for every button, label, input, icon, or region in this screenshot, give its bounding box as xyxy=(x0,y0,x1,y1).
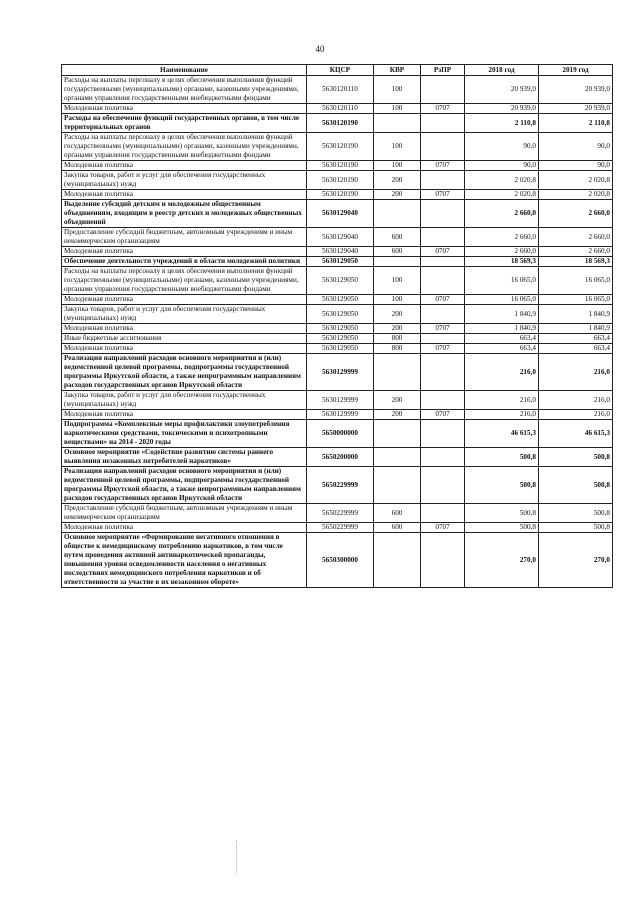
cell-kcsr: 5630120110 xyxy=(307,104,374,114)
cell-kvr: 200 xyxy=(374,305,421,324)
cell-kvr: 600 xyxy=(374,247,421,257)
cell-rzpr xyxy=(421,354,465,391)
cell-rzpr xyxy=(421,504,465,523)
cell-kvr: 600 xyxy=(374,523,421,533)
cell-kvr: 100 xyxy=(374,76,421,104)
table-row xyxy=(62,504,613,523)
table-row xyxy=(62,410,613,420)
cell-2019: 2 020,8 xyxy=(539,171,613,190)
cell-2018: 2 660,0 xyxy=(465,228,539,247)
table-row xyxy=(62,334,613,344)
cell-kvr xyxy=(374,257,421,267)
table-row xyxy=(62,391,613,410)
cell-kvr: 200 xyxy=(374,190,421,200)
table-row xyxy=(62,76,613,104)
table-row xyxy=(62,523,613,533)
cell-name: Обеспечение деятельности учреждений в области молодежной политики xyxy=(62,257,307,267)
cell-2019: 1 840,9 xyxy=(539,324,613,334)
table-row xyxy=(62,247,613,257)
cell-name: Расходы на обеспечение функций государственных органов, в том числе территориальных органов xyxy=(62,114,307,133)
cell-rzpr: 0707 xyxy=(421,104,465,114)
table-row xyxy=(62,295,613,305)
cell-rzpr xyxy=(421,267,465,295)
cell-rzpr xyxy=(421,420,465,448)
cell-name: Основное мероприятие «Содействие развитию системы раннего выявления незаконных потребителей наркотиков» xyxy=(62,448,307,467)
cell-kvr xyxy=(374,354,421,391)
table-body xyxy=(62,76,613,588)
cell-kcsr: 5630129050 xyxy=(307,267,374,295)
cell-kvr: 200 xyxy=(374,324,421,334)
table-row xyxy=(62,533,613,588)
cell-kcsr: 5650300000 xyxy=(307,533,374,588)
column-header-2019: 2019 год xyxy=(539,65,613,76)
table-row xyxy=(62,133,613,161)
cell-kvr: 100 xyxy=(374,104,421,114)
cell-name: Основное мероприятие «Формирование негативного отношения в обществе к немедицинскому потреблению наркотиков, в том числе путем проведения активной антинаркотической пропаганды, повышения уровня осведомленности населения о негативных последствиях немедицинского потребления наркотиков и об ответственности за участие в их незаконном обороте» xyxy=(62,533,307,588)
cell-2019: 2 110,8 xyxy=(539,114,613,133)
cell-kcsr: 5630129040 xyxy=(307,247,374,257)
column-header-kvr: КВР xyxy=(374,65,421,76)
cell-kcsr: 5630120110 xyxy=(307,76,374,104)
cell-2018: 500,8 xyxy=(465,504,539,523)
cell-name: Предоставление субсидий бюджетным, автономным учреждениям и иным некоммерческим организациям xyxy=(62,228,307,247)
cell-2018: 1 840,9 xyxy=(465,305,539,324)
cell-rzpr: 0707 xyxy=(421,410,465,420)
table-row xyxy=(62,420,613,448)
cell-rzpr xyxy=(421,533,465,588)
cell-2019: 16 065,0 xyxy=(539,267,613,295)
cell-name: Молодежная политика xyxy=(62,104,307,114)
cell-2018: 663,4 xyxy=(465,334,539,344)
cell-name: Выделение субсидий детским и молодежным общественным объединениям, входящим в реестр детских и молодежных общественных объединений xyxy=(62,200,307,228)
cell-2018: 90,0 xyxy=(465,161,539,171)
table-row xyxy=(62,228,613,247)
cell-2018: 216,0 xyxy=(465,391,539,410)
cell-2019: 2 660,0 xyxy=(539,200,613,228)
cell-2018: 2 020,8 xyxy=(465,171,539,190)
cell-kcsr: 5630129050 xyxy=(307,305,374,324)
table-row xyxy=(62,114,613,133)
cell-kvr: 800 xyxy=(374,334,421,344)
cell-kcsr: 5630120190 xyxy=(307,190,374,200)
cell-kcsr: 5630129050 xyxy=(307,334,374,344)
cell-2019: 500,8 xyxy=(539,504,613,523)
cell-2019: 20 939,0 xyxy=(539,104,613,114)
cell-2019: 20 939,0 xyxy=(539,76,613,104)
cell-kcsr: 5630120190 xyxy=(307,133,374,161)
table-row xyxy=(62,324,613,334)
cell-rzpr xyxy=(421,228,465,247)
cell-kcsr: 5630120190 xyxy=(307,161,374,171)
cell-rzpr xyxy=(421,133,465,161)
cell-rzpr xyxy=(421,114,465,133)
cell-kvr: 100 xyxy=(374,295,421,305)
table-row xyxy=(62,161,613,171)
cell-2018: 18 569,3 xyxy=(465,257,539,267)
column-header-2018: 2018 год xyxy=(465,65,539,76)
cell-kcsr: 5630129050 xyxy=(307,257,374,267)
cell-kcsr: 5630129999 xyxy=(307,391,374,410)
cell-2018: 2 660,0 xyxy=(465,200,539,228)
cell-rzpr xyxy=(421,257,465,267)
cell-2018: 20 939,0 xyxy=(465,76,539,104)
cell-2019: 18 569,3 xyxy=(539,257,613,267)
table-row xyxy=(62,200,613,228)
column-header-rzpr: РзПР xyxy=(421,65,465,76)
cell-kvr: 800 xyxy=(374,344,421,354)
cell-name: Молодежная политика xyxy=(62,247,307,257)
table-row xyxy=(62,305,613,324)
table-row xyxy=(62,171,613,190)
cell-2018: 500,8 xyxy=(465,448,539,467)
cell-name: Закупка товаров, работ и услуг для обеспечения государственных (муниципальных) нужд xyxy=(62,305,307,324)
table-row xyxy=(62,104,613,114)
cell-name: Закупка товаров, работ и услуг для обеспечения государственных (муниципальных) нужд xyxy=(62,391,307,410)
table-row xyxy=(62,190,613,200)
cell-kvr: 100 xyxy=(374,161,421,171)
cell-2018: 16 065,0 xyxy=(465,295,539,305)
cell-2019: 1 840,9 xyxy=(539,305,613,324)
cell-kcsr: 5650229999 xyxy=(307,467,374,504)
cell-kcsr: 5650200000 xyxy=(307,448,374,467)
cell-kcsr: 5650000000 xyxy=(307,420,374,448)
cell-rzpr: 0707 xyxy=(421,324,465,334)
cell-2018: 16 065,0 xyxy=(465,267,539,295)
cell-2018: 270,0 xyxy=(465,533,539,588)
cell-rzpr xyxy=(421,200,465,228)
cell-name: Молодежная политика xyxy=(62,344,307,354)
cell-2019: 500,8 xyxy=(539,467,613,504)
cell-name: Расходы на выплаты персоналу в целях обеспечения выполнения функций государственными (муниципальными) органами, казенными учреждениями, органами управления государственными внебюджетными фондами xyxy=(62,133,307,161)
cell-2019: 46 615,3 xyxy=(539,420,613,448)
cell-2019: 216,0 xyxy=(539,410,613,420)
cell-2018: 1 840,9 xyxy=(465,324,539,334)
cell-name: Расходы на выплаты персоналу в целях обеспечения выполнения функций государственными (муниципальными) органами, казенными учреждениями, органами управления государственными внебюджетными фондами xyxy=(62,267,307,295)
cell-2018: 216,0 xyxy=(465,410,539,420)
cell-name: Реализация направлений расходов основного мероприятия и (или) ведомственной целевой программы, подпрограммы государственной программы Иркутской области, а также непрограммным направлениям расходов государственных органов Иркутской области xyxy=(62,354,307,391)
cell-kcsr: 5630129999 xyxy=(307,354,374,391)
cell-kvr: 200 xyxy=(374,171,421,190)
cell-2019: 2 660,0 xyxy=(539,228,613,247)
cell-2018: 216,0 xyxy=(465,354,539,391)
cell-2019: 216,0 xyxy=(539,391,613,410)
cell-2019: 90,0 xyxy=(539,161,613,171)
cell-name: Предоставление субсидий бюджетным, автономным учреждениям и иным некоммерческим организациям xyxy=(62,504,307,523)
cell-2018: 663,4 xyxy=(465,344,539,354)
cell-2019: 500,8 xyxy=(539,523,613,533)
cell-rzpr: 0707 xyxy=(421,161,465,171)
cell-2019: 16 065,0 xyxy=(539,295,613,305)
cell-kvr xyxy=(374,420,421,448)
cell-kvr xyxy=(374,114,421,133)
cell-2019: 663,4 xyxy=(539,334,613,344)
cell-name: Реализация направлений расходов основного мероприятия и (или) ведомственной целевой программы, подпрограммы государственной программы Иркутской области, а также непрограммным направлениям расходов государственных органов Иркутской области xyxy=(62,467,307,504)
cell-2018: 90,0 xyxy=(465,133,539,161)
cell-kvr: 100 xyxy=(374,133,421,161)
cell-kvr xyxy=(374,467,421,504)
cell-kvr xyxy=(374,448,421,467)
cell-name: Закупка товаров, работ и услуг для обеспечения государственных (муниципальных) нужд xyxy=(62,171,307,190)
cell-2018: 20 939,0 xyxy=(465,104,539,114)
cell-2018: 500,8 xyxy=(465,523,539,533)
table-row xyxy=(62,344,613,354)
cell-2018: 46 615,3 xyxy=(465,420,539,448)
cell-kvr: 200 xyxy=(374,410,421,420)
cell-rzpr xyxy=(421,467,465,504)
page-number: 40 xyxy=(315,44,325,54)
cell-2019: 2 660,0 xyxy=(539,247,613,257)
table-row xyxy=(62,257,613,267)
cell-kcsr: 5630120190 xyxy=(307,114,374,133)
budget-table xyxy=(61,64,613,588)
cell-kcsr: 5630129050 xyxy=(307,344,374,354)
cell-2018: 500,8 xyxy=(465,467,539,504)
cell-kvr: 200 xyxy=(374,391,421,410)
cell-kcsr: 5630120190 xyxy=(307,171,374,190)
cell-kcsr: 5630129999 xyxy=(307,410,374,420)
cell-rzpr xyxy=(421,76,465,104)
cell-kvr xyxy=(374,533,421,588)
cell-kcsr: 5630129050 xyxy=(307,295,374,305)
cell-kvr: 600 xyxy=(374,228,421,247)
cell-2018: 2 020,8 xyxy=(465,190,539,200)
cell-rzpr xyxy=(421,305,465,324)
cell-kvr: 600 xyxy=(374,504,421,523)
cell-rzpr: 0707 xyxy=(421,523,465,533)
cell-2018: 2 110,8 xyxy=(465,114,539,133)
cell-name: Молодежная политика xyxy=(62,523,307,533)
cell-2019: 216,0 xyxy=(539,354,613,391)
cell-name: Иные бюджетные ассигнования xyxy=(62,334,307,344)
table-row xyxy=(62,448,613,467)
cell-name: Подпрограмма «Комплексные меры профилактики злоупотребления наркотическими средствами, токсическими и психотропными веществами» на 2014 - 2020 годы xyxy=(62,420,307,448)
column-header-name: Наименование xyxy=(62,65,307,76)
table-header-row xyxy=(62,65,613,76)
table-row xyxy=(62,267,613,295)
cell-2019: 270,0 xyxy=(539,533,613,588)
cell-rzpr xyxy=(421,448,465,467)
cell-kcsr: 5650229999 xyxy=(307,523,374,533)
cell-2019: 663,4 xyxy=(539,344,613,354)
cell-name: Молодежная политика xyxy=(62,161,307,171)
cell-name: Расходы на выплаты персоналу в целях обеспечения выполнения функций государственными (муниципальными) органами, казенными учреждениями, органами управления государственными внебюджетными фондами xyxy=(62,76,307,104)
cell-kcsr: 5630129040 xyxy=(307,200,374,228)
table-row xyxy=(62,467,613,504)
cell-rzpr: 0707 xyxy=(421,190,465,200)
cell-rzpr: 0707 xyxy=(421,247,465,257)
cell-2018: 2 660,0 xyxy=(465,247,539,257)
cell-2019: 90,0 xyxy=(539,133,613,161)
cell-kcsr: 5650229999 xyxy=(307,504,374,523)
table-row xyxy=(62,354,613,391)
cell-rzpr xyxy=(421,391,465,410)
cell-rzpr xyxy=(421,171,465,190)
cell-name: Молодежная политика xyxy=(62,410,307,420)
cell-rzpr xyxy=(421,334,465,344)
cell-kcsr: 5630129040 xyxy=(307,228,374,247)
cell-kcsr: 5630129050 xyxy=(307,324,374,334)
cell-rzpr: 0707 xyxy=(421,344,465,354)
cell-rzpr: 0707 xyxy=(421,295,465,305)
column-header-kcsr: КЦСР xyxy=(307,65,374,76)
cell-kvr: 100 xyxy=(374,267,421,295)
cell-2019: 2 020,8 xyxy=(539,190,613,200)
cell-kvr xyxy=(374,200,421,228)
cell-name: Молодежная политика xyxy=(62,295,307,305)
scan-artifact xyxy=(236,840,245,874)
cell-2019: 500,8 xyxy=(539,448,613,467)
cell-name: Молодежная политика xyxy=(62,190,307,200)
cell-name: Молодежная политика xyxy=(62,324,307,334)
